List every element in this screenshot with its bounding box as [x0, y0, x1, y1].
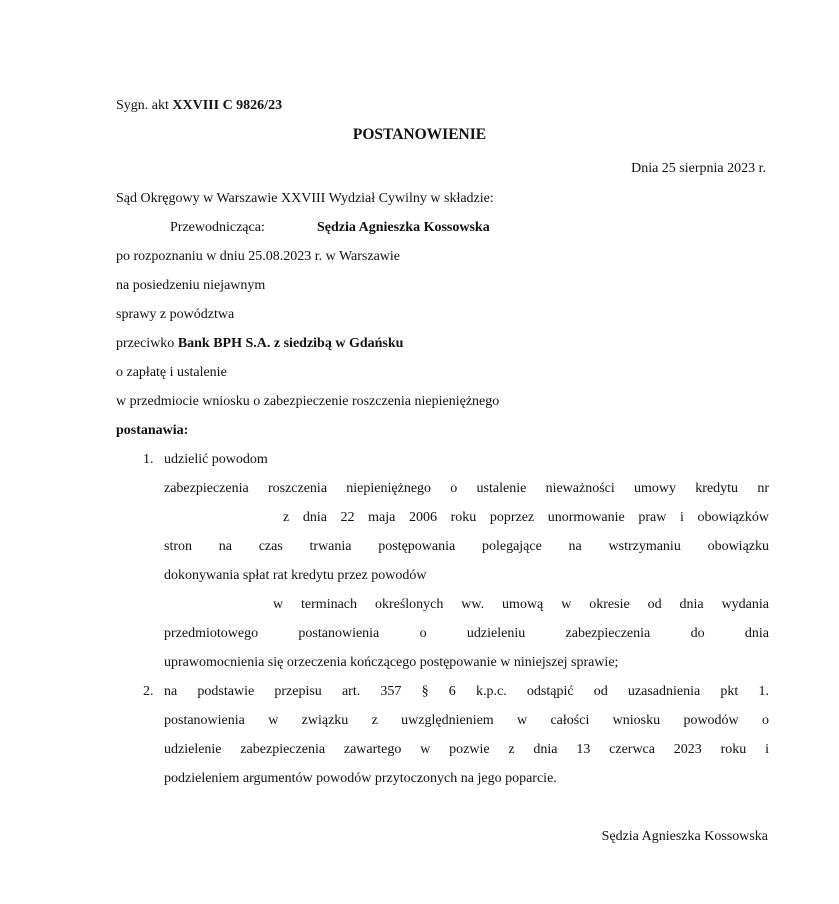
intro-line-case: sprawy z powództwa	[116, 307, 235, 322]
item-line: zabezpieczenia roszczenia niepieniężnego o ustalenie nieważności umowy kredytu nr	[164, 481, 769, 496]
case-signature	[116, 97, 282, 115]
intro-line-session: na posiedzeniu niejawnym	[116, 278, 266, 293]
item-line: dokonywania spłat rat kredytu przez powodów	[164, 568, 427, 583]
intro-line-subject: o zapłatę i ustalenie	[116, 365, 227, 380]
presiding-label: Przewodnicząca:	[170, 220, 265, 235]
item-line: w terminach określonych ww. umową w okresie od dnia wydania	[273, 597, 769, 612]
defendant-name: Bank BPH S.A. z siedzibą w Gdańsku	[177, 336, 404, 351]
case-signature-prefix: Sygn. akt	[116, 98, 173, 113]
item-line: podzieleniem argumentów powodów przytoczonych na jego poparcie.	[164, 771, 557, 786]
intro-line-motion: w przedmiocie wniosku o zabezpieczenie roszczenia niepieniężnego	[116, 394, 500, 409]
item-line: na podstawie przepisu art. 357 § 6 k.p.c. odstąpić od uzasadnienia pkt 1.	[164, 684, 769, 699]
item-number: 1.	[143, 452, 154, 467]
decision-heading: postanawia:	[116, 423, 189, 438]
document-date: Dnia 25 sierpnia 2023 r.	[631, 161, 766, 176]
item-line: uprawomocnienia się orzeczenia kończącego postępowanie w niniejszej sprawie;	[164, 655, 619, 670]
item-line: udzielić powodom	[164, 452, 268, 467]
item-line: stron na czas trwania postępowania polegające na wstrzymaniu obowiązku	[164, 539, 769, 554]
court-composition: Sąd Okręgowy w Warszawie XXVIII Wydział Cywilny w składzie:	[116, 191, 494, 206]
item-line: postanowienia w związku z uwzględnieniem w całości wniosku powodów o	[164, 713, 769, 728]
intro-line-defendant	[116, 335, 403, 353]
item-line: udzielenie zabezpieczenia zawartego w pozwie z dnia 13 czerwca 2023 roku i	[164, 742, 769, 757]
case-signature-value: XXVIII C 9826/23	[172, 98, 283, 113]
judge-signature: Sędzia Agnieszka Kossowska	[601, 829, 768, 844]
defendant-prefix: przeciwko	[116, 336, 178, 351]
item-line: przedmiotowego postanowienia o udzieleniu zabezpieczenia do dnia	[164, 626, 769, 641]
item-number: 2.	[143, 684, 154, 699]
presiding-judge-name: Sędzia Agnieszka Kossowska	[317, 220, 490, 235]
document-title: POSTANOWIENIE	[352, 126, 487, 143]
intro-line-hearing: po rozpoznaniu w dniu 25.08.2023 r. w Warszawie	[116, 249, 400, 264]
item-line: z dnia 22 maja 2006 roku poprzez unormowanie praw i obowiązków	[283, 510, 769, 525]
